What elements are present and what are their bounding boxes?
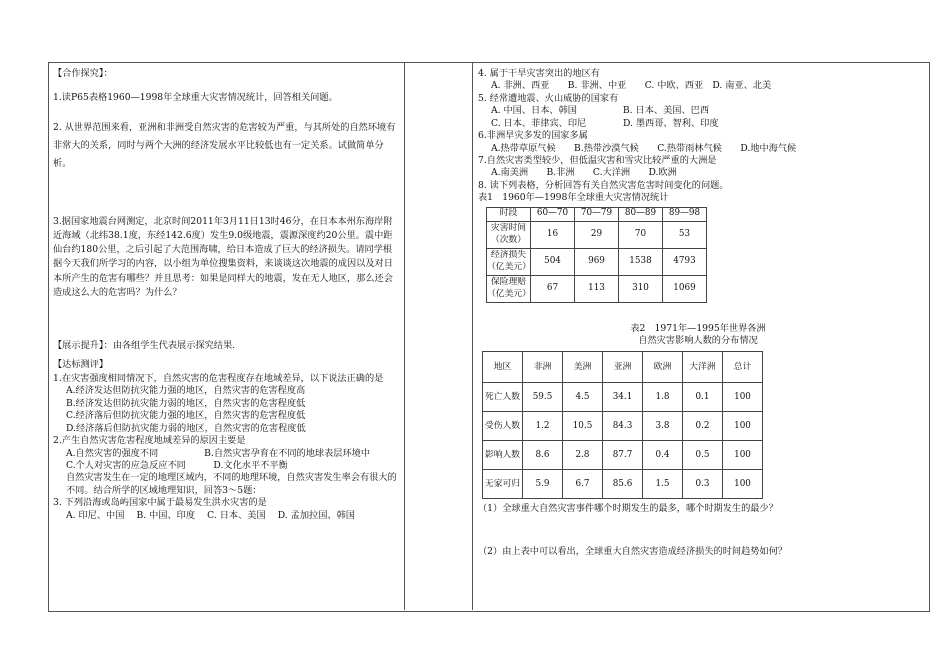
- table-header-cell: 大洋洲: [683, 352, 723, 383]
- table-cell: 6.7: [563, 470, 603, 499]
- table-cell: 0.5: [683, 441, 723, 470]
- test-8-stem: 8. 读下列表格，分析回答有关自然灾害危害时间变化的问题。: [478, 179, 729, 191]
- table-row: [487, 221, 707, 248]
- test-3-options: A. 印尼、中国 B. 中国、印度 C. 日本、美国 D. 孟加拉国、韩国: [66, 509, 355, 521]
- test-6-options: A.热带草原气候 B.热带沙漠气候 C.热带雨林气候 D.地中海气候: [491, 142, 797, 154]
- test-5-stem: 5. 经常遭地震、火山威胁的国家有: [478, 92, 619, 104]
- table-row: [483, 412, 763, 441]
- table-cell: 100: [723, 412, 763, 441]
- test-6-stem: 6.非洲旱灾多发的国家多属: [478, 130, 588, 142]
- test-5-options-ab: A. 中国、日本、韩国 B. 日本、美国、巴西: [491, 105, 710, 117]
- table-header-row: [483, 352, 763, 383]
- table-cell: 2.8: [563, 441, 603, 470]
- table-header-cell: 89—98: [663, 207, 707, 221]
- table-cell: 0.4: [643, 441, 683, 470]
- table-cell: 310: [619, 275, 663, 302]
- test-1-option: B.经济发达但防抗灾能力弱的地区，自然灾害的危害程度低: [66, 397, 306, 409]
- table-header-cell: 亚洲: [603, 352, 643, 383]
- table-cell: 0.1: [683, 383, 723, 412]
- test-7-options: A.南美洲 B.非洲 C.大洋洲 D.欧洲: [491, 167, 677, 179]
- table-header-cell: 80—89: [619, 207, 663, 221]
- table-cell: 53: [663, 221, 707, 248]
- table-1-caption: 表1 1960年—1998年全球重大灾害情况统计: [478, 192, 669, 204]
- table-cell: 1.8: [643, 383, 683, 412]
- test-1-stem: 1.在灾害强度相同情况下，自然灾害的危害程度存在地域差异，以下说法正确的是: [53, 373, 384, 384]
- table-cell: 67: [531, 275, 575, 302]
- table-cell: 504: [531, 248, 575, 275]
- row-label: 受伤人数: [483, 412, 523, 441]
- question-2: 2. 从世界范围来看，亚洲和非洲受自然灾害的危害较为严重，与其所处的自然环境有非常大的关系，同时与两个大洲的经济发展水平比较低也有一定关系。试做简单分析。: [53, 121, 396, 169]
- table-2-caption: 表2 1971年—1995年世界各洲: [630, 322, 766, 334]
- heading-explore: 【合作探究】：: [53, 68, 113, 79]
- heading-test: 【达标测评】: [53, 358, 109, 370]
- test-1-option: D.经济落后但防抗灾能力弱的地区，自然灾害的危害程度低: [66, 422, 306, 434]
- table-cell: 969: [575, 248, 619, 275]
- table-header-cell: 时段: [487, 207, 531, 221]
- column-divider: [404, 62, 405, 610]
- test-2-note: 自然灾害发生在一定的地理区域内，不同的地理环境，自然灾害发生率会有很大的不同。结合所学的区域地理知识，回答3～5题：: [66, 472, 397, 496]
- table-cell: 16: [531, 221, 575, 248]
- test-2-options-ab: A.自然灾害的强度不同 B.自然灾害孕育在不同的地球表层环境中: [66, 447, 371, 459]
- table-header-cell: 非洲: [523, 352, 563, 383]
- test-2-options-cd: C.个人对灾害的应急反应不同 D.文化水平不平衡: [66, 459, 288, 471]
- table-cell: 1.2: [523, 412, 563, 441]
- disaster-stats-table: [486, 207, 707, 303]
- table-row: [487, 275, 707, 302]
- table-cell: 70: [619, 221, 663, 248]
- test-5-options-cd: C. 日本、菲律宾、印尼 D. 墨西哥、智利、印度: [491, 117, 719, 129]
- left-column: [53, 66, 398, 522]
- table-cell: 0.3: [683, 470, 723, 499]
- question-3: 3.据国家地震台网测定，北京时间2011年3月11日13时46分，在日本本州东海岸附近海域（北纬38.1度，东经142.6度）发生9.0级地震，震源深度约20公里。震中距仙台约180公里，之后引起了大范围海啸，给日本造成了巨大的经济损失。请同学根据今天我们所学习的内容，以小组为单位搜集资料，来谈谈这次地震的成因以及对日本所产生的危害有哪些？并且思考：如果是同样大的地震，发在无人地区，那么还会造成这么大的危害吗？为什么？: [53, 215, 393, 298]
- table-row: [483, 470, 763, 499]
- table-cell: 100: [723, 383, 763, 412]
- table-cell: 29: [575, 221, 619, 248]
- sub-question-2: （2）由上表中可以看出，全球重大自然灾害造成经济损失的时间趋势如何？: [478, 545, 788, 557]
- table-2-subcaption: 自然灾害影响人数的分布情况: [638, 335, 758, 347]
- table-header-cell: 总计: [723, 352, 763, 383]
- table-cell: 1.5: [643, 470, 683, 499]
- test-4-options: A. 非洲、西亚 B. 非洲、中亚 C. 中欧、西亚 D. 南亚、北美: [491, 80, 772, 92]
- row-label: 死亡人数: [483, 383, 523, 412]
- table-cell: 100: [723, 470, 763, 499]
- row-label: 经济损失（亿美元）: [487, 248, 531, 275]
- table-header-cell: 美洲: [563, 352, 603, 383]
- table-cell: 113: [575, 275, 619, 302]
- table-row: [483, 383, 763, 412]
- affected-people-table: [482, 351, 763, 499]
- table-cell: 87.7: [603, 441, 643, 470]
- test-1-option: A.经济发达但防抗灾能力强的地区，自然灾害的危害程度高: [66, 385, 306, 397]
- row-label: 保险理赔（亿美元）: [487, 275, 531, 302]
- table-header-cell: 欧洲: [643, 352, 683, 383]
- table-row: [483, 441, 763, 470]
- table-cell: 1538: [619, 248, 663, 275]
- table-cell: 0.2: [683, 412, 723, 441]
- table-header-cell: 70—79: [575, 207, 619, 221]
- question-1: 1.读P65表格1960—1998年全球重大灾害情况统计，回答相关问题。: [53, 92, 338, 104]
- right-column: [478, 66, 923, 558]
- table-cell: 59.5: [523, 383, 563, 412]
- table-cell: 34.1: [603, 383, 643, 412]
- table-row: [487, 248, 707, 275]
- test-4-stem: 4. 属于干旱灾害突出的地区有: [478, 68, 600, 79]
- table-cell: 3.8: [643, 412, 683, 441]
- test-2-stem: 2.产生自然灾害危害程度地域差异的原因主要是: [53, 435, 246, 447]
- row-label: 影响人数: [483, 441, 523, 470]
- heading-show: 【展示提升】：由各组学生代表展示探究结果.: [53, 340, 236, 352]
- row-label: 无家可归: [483, 470, 523, 499]
- table-cell: 8.6: [523, 441, 563, 470]
- table-header-row: [487, 207, 707, 221]
- table-cell: 84.3: [603, 412, 643, 441]
- test-1-option: C.经济落后但防抗灾能力强的地区，自然灾害的危害程度低: [66, 410, 306, 422]
- table-cell: 10.5: [563, 412, 603, 441]
- table-cell: 85.6: [603, 470, 643, 499]
- table-header-cell: 地区: [483, 352, 523, 383]
- column-divider: [472, 62, 473, 610]
- table-cell: 1069: [663, 275, 707, 302]
- sub-question-1: （1）全球重大自然灾害事件哪个时期发生的最多，哪个时期发生的最少？: [478, 503, 778, 515]
- table-cell: 4.5: [563, 383, 603, 412]
- row-label: 灾害时间（次数）: [487, 221, 531, 248]
- test-7-stem: 7.自然灾害类型较少，但低温灾害和雪灾比较严重的大洲是: [478, 154, 717, 166]
- table-cell: 5.9: [523, 470, 563, 499]
- table-header-cell: 60—70: [531, 207, 575, 221]
- table-cell: 100: [723, 441, 763, 470]
- table-cell: 4793: [663, 248, 707, 275]
- test-3-stem: 3. 下列沿海或岛屿国家中属于最易发生洪水灾害的是: [53, 497, 267, 509]
